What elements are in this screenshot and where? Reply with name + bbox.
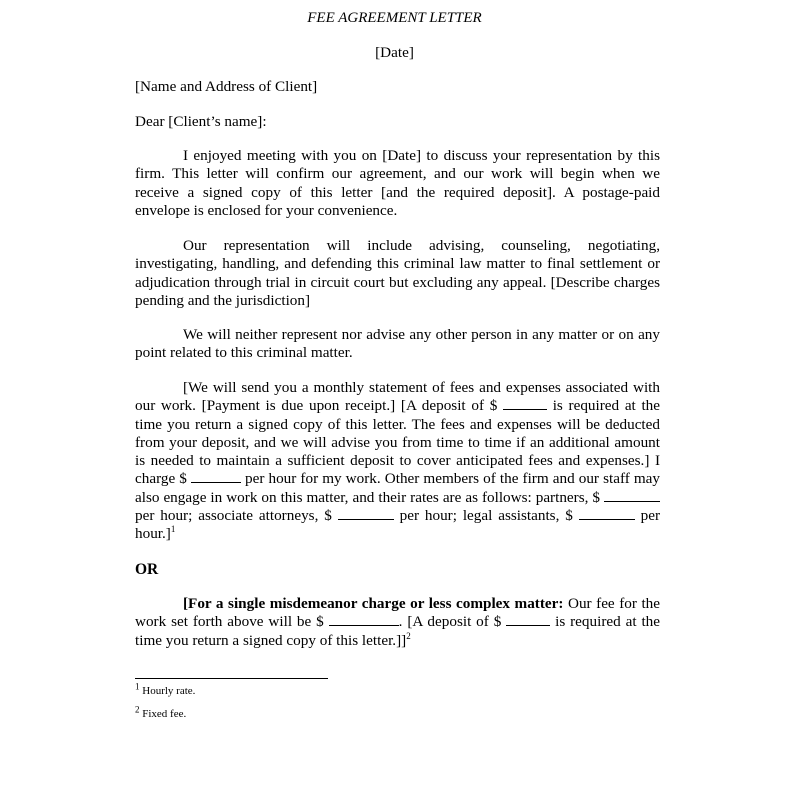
paragraph-meeting: I enjoyed meeting with you on [Date] to discuss your representation by this firm. This letter will confirm our agreement, and our work will begin when we receive a signed copy of this letter [and the required deposit]. A postage-paid envelope is enclosed for your convenience. xyxy=(135,147,660,219)
footnote-ref-2[interactable]: 2 xyxy=(406,630,411,641)
paragraph-hourly-fees xyxy=(135,379,660,544)
fixed-fee-text-1: Our fee for the work set forth above will be $ xyxy=(135,595,661,631)
hourly-fees-text-4: per hour; associate attorneys, $ xyxy=(135,507,332,525)
attorney-rate-blank[interactable] xyxy=(191,470,241,483)
associate-rate-blank[interactable] xyxy=(338,507,394,520)
paragraph-fixed-fee xyxy=(135,595,660,650)
footnote-1 xyxy=(135,681,196,698)
fixed-fee-bold-lead: [For a single misdemeanor charge or less complex matter: xyxy=(183,595,564,612)
footnote-ref-1[interactable]: 1 xyxy=(170,524,176,535)
hourly-fees-text-6: per hour.] xyxy=(135,507,661,543)
or-heading: OR xyxy=(135,561,159,578)
footnote-1-text: Hourly rate. xyxy=(142,685,196,697)
footnote-1-number: 1 xyxy=(135,681,140,692)
partner-rate-blank[interactable] xyxy=(604,489,660,502)
footnote-2 xyxy=(135,704,187,721)
fixed-fee-amount-blank[interactable] xyxy=(329,613,399,626)
paragraph-representation-scope: Our representation will include advising, counseling, negotiating, investigating, handling, and defending this criminal law matter to final settlement or adjudication through trial in circuit court but excluding any appeal. [Describe charges pending and the jurisdiction] xyxy=(135,237,660,309)
hourly-fees-text-5: per hour; legal assistants, $ xyxy=(399,507,573,525)
footnote-2-text: Fixed fee. xyxy=(142,708,187,720)
fixed-fee-deposit-blank[interactable] xyxy=(506,613,550,626)
hourly-fees-text-1: [We will send you a monthly statement of fees and expenses associated with our work. [Payment is due upon receipt.] [A deposit of $ xyxy=(135,379,660,415)
legal-assistant-rate-blank[interactable] xyxy=(579,507,635,520)
paragraph-exclusivity: We will neither represent nor advise any other person in any matter or on any point related to this criminal matter. xyxy=(135,326,660,362)
client-address: [Name and Address of Client] xyxy=(135,78,318,95)
fixed-fee-text-2: . [A deposit of $ xyxy=(398,613,502,631)
salutation: Dear [Client’s name]: xyxy=(135,113,267,130)
deposit-amount-blank[interactable] xyxy=(503,397,547,410)
hourly-fees-text-3: per hour for my work. Other members of the firm and our staff may also engage in work on this matter, and their rates are as follows: partners, $ xyxy=(135,470,661,506)
footnote-2-number: 2 xyxy=(135,704,140,715)
date-placeholder: [Date] xyxy=(375,44,414,61)
hourly-fees-text-2: is required at the time you return a signed copy of this letter. The fees and expenses will be deducted from your deposit, and we will advise you from time to time if an additional amount is needed to maintain a sufficient deposit to cover anticipated fees and expenses.] I charge $ xyxy=(135,397,661,488)
document-title: FEE AGREEMENT LETTER xyxy=(307,10,482,26)
footnote-separator xyxy=(135,678,328,679)
fixed-fee-text-3: is required at the time you return a signed copy of this letter.]] xyxy=(135,613,660,649)
